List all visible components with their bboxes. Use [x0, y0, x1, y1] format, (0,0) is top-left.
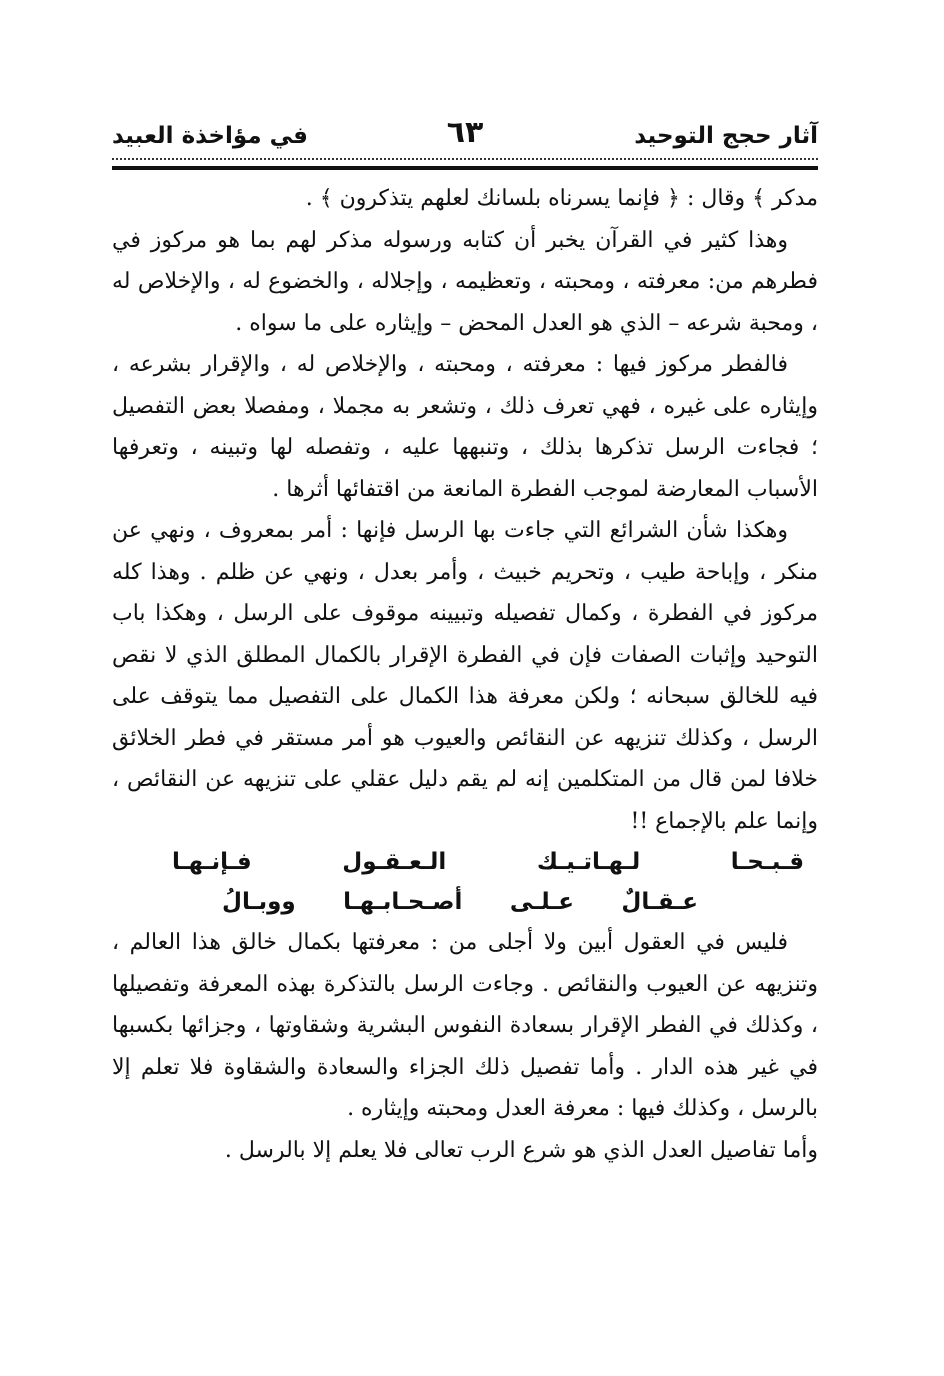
verse-word: ووبـالُ — [222, 889, 296, 915]
paragraph: فليس في العقول أبين ولا أجلى من : معرفتها بكمال خالق هذا العالم ، وتنزيهه عن العيوب والنقائص . وجاءت الرسل بالتذكرة بهذه المعرفة وتفصيلها ، وكذلك في الفطر الإقرار بسعادة النفوس البشرية وشقاوتها ، وجزائها بكسبها في غير هذه الدار . وأما تفصيل ذلك الجزاء والسعادة والشقاوة فلا تعلم إلا بالرسل ، وكذلك فيها : معرفة العدل ومحبته وإيثاره . — [112, 930, 818, 1121]
paragraph: مدكر ﴾ وقال : ﴿ فإنما يسرناه بلسانك لعلهم يتذكرون ﴾ . — [305, 186, 818, 211]
verse-word: أصـحـابـهـا — [343, 889, 463, 915]
paragraph: فالفطر مركوز فيها : معرفته ، ومحبته ، والإخلاص له ، والإقرار بشرعه ، وإيثاره على غيره ، فهي تعرف ذلك ، وتشعر به مجملا ، ومفصلا بعض التفصيل ؛ فجاءت الرسل تذكرها بذلك ، وتنبهها عليه ، وتفصله لها وتبينه ، وتعرفها الأسباب المعارضة لموجب الفطرة المانعة من اقتفائها أثرها . — [112, 352, 818, 502]
header-thick-rule — [112, 166, 818, 170]
verse-word: عـقـالٌ — [621, 889, 699, 915]
verse-word: فـإنـهـا — [172, 849, 252, 875]
page-body — [112, 178, 818, 1171]
verse-word: عـلـى — [509, 889, 574, 915]
verse-line-1 — [112, 842, 818, 882]
running-title-right: آثار حجج التوحيد — [634, 123, 818, 149]
verse-word: لـهـاتـيـك — [536, 849, 641, 875]
page-number: ٦٣ — [446, 115, 484, 150]
paragraph: وهذا كثير في القرآن يخبر أن كتابه ورسوله مذكر لهم بما هو مركوز في فطرهم من: معرفته ، ومحبته ، وتعظيمه ، وإجلاله ، والخضوع له ، والإخلاص له ، ومحبة شرعه – الذي هو العدل المحض – وإيثاره على ما سواه . — [112, 227, 818, 336]
verse-word: قـبـحـا — [730, 849, 805, 875]
paragraph: وهكذا شأن الشرائع التي جاءت بها الرسل فإنها : أمر بمعروف ، ونهي عن منكر ، وإباحة طيب ، وتحريم خبيث ، وأمر بعدل ، ونهي عن ظلم . وهذا كله مركوز في الفطرة ، وكمال تفصيله وتبيينه موقوف على الرسل ، وهكذا باب التوحيد وإثبات الصفات فإن في الفطرة الإقرار بالكمال المطلق الذي لا نقص فيه للخالق سبحانه ؛ ولكن معرفة هذا الكمال على التفصيل مما يتوقف على الرسل ، وكذلك تنزيهه عن النقائص والعيوب هو أمر مستقر في فطر الخلائق خلافا لمن قال من المتكلمين إنه لم يقم دليل عقلي على تنزيهه عن النقائص ، وإنما علم بالإجماع !! — [112, 518, 818, 834]
running-header — [112, 115, 818, 162]
verse-line-2 — [112, 882, 818, 922]
running-title-left: في مؤاخذة العبيد — [112, 123, 308, 149]
paragraph: وأما تفاصيل العدل الذي هو شرع الرب تعالى فلا يعلم إلا بالرسل . — [224, 1137, 818, 1163]
verse-word: الـعـقـول — [342, 849, 447, 875]
header-dotted-rule — [112, 158, 818, 160]
